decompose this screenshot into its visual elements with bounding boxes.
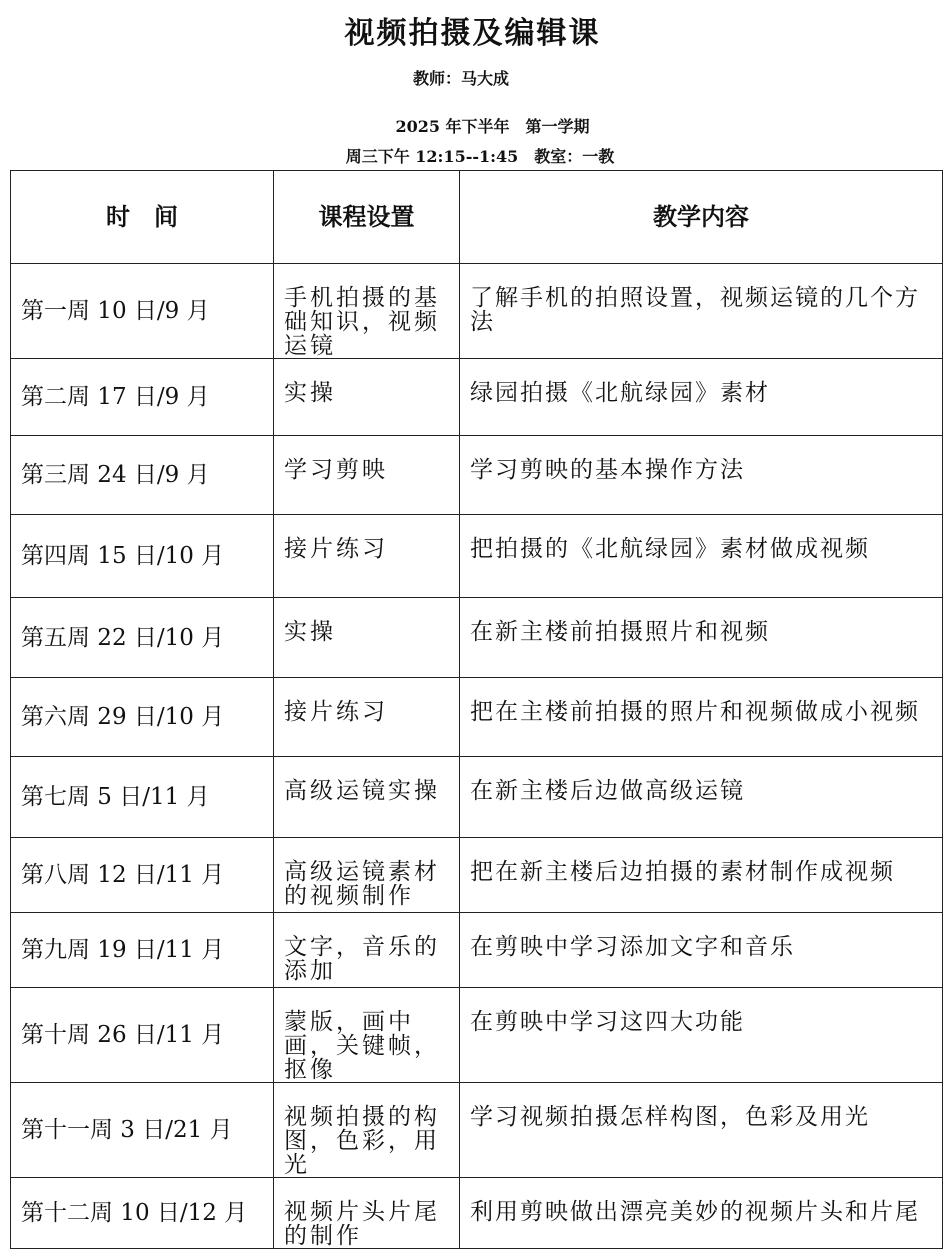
schedule-table bbox=[10, 170, 943, 1249]
week-cell: 第八周 12 日/11 月 bbox=[11, 838, 274, 913]
course-cell: 蒙版，画中画，关键帧，抠像 bbox=[274, 988, 460, 1083]
content-cell: 把在主楼前拍摄的照片和视频做成小视频 bbox=[460, 678, 943, 757]
table-row bbox=[11, 678, 943, 757]
content-cell: 在新主楼后边做高级运镜 bbox=[460, 757, 943, 838]
table-row bbox=[11, 436, 943, 515]
course-cell: 学习剪映 bbox=[274, 436, 460, 515]
header-content: 教学内容 bbox=[460, 171, 943, 264]
course-cell: 接片练习 bbox=[274, 515, 460, 598]
table-row bbox=[11, 359, 943, 436]
course-cell: 视频片头片尾的制作 bbox=[274, 1178, 460, 1249]
table-row bbox=[11, 515, 943, 598]
teacher-line: 教师：马大成 bbox=[412, 69, 509, 88]
content-cell: 了解手机的拍照设置，视频运镜的几个方法 bbox=[460, 264, 943, 359]
table-row bbox=[11, 1178, 943, 1249]
table-row bbox=[11, 1083, 943, 1178]
header-course: 课程设置 bbox=[274, 171, 460, 264]
table-row bbox=[11, 838, 943, 913]
table-row bbox=[11, 757, 943, 838]
content-cell: 把拍摄的《北航绿园》素材做成视频 bbox=[460, 515, 943, 598]
course-cell: 高级运镜素材的视频制作 bbox=[274, 838, 460, 913]
content-cell: 利用剪映做出漂亮美妙的视频片头和片尾 bbox=[460, 1178, 943, 1249]
content-cell: 学习剪映的基本操作方法 bbox=[460, 436, 943, 515]
schedule-line: 周三下午 12:15--1:45 教室：一教 bbox=[345, 147, 615, 166]
course-cell: 文字，音乐的添加 bbox=[274, 913, 460, 988]
table-row bbox=[11, 264, 943, 359]
week-cell: 第十周 26 日/11 月 bbox=[11, 988, 274, 1083]
week-cell: 第十一周 3 日/21 月 bbox=[11, 1083, 274, 1178]
table-header-row bbox=[11, 171, 943, 264]
content-cell: 把在新主楼后边拍摄的素材制作成视频 bbox=[460, 838, 943, 913]
week-cell: 第七周 5 日/11 月 bbox=[11, 757, 274, 838]
content-cell: 绿园拍摄《北航绿园》素材 bbox=[460, 359, 943, 436]
week-cell: 第一周 10 日/9 月 bbox=[11, 264, 274, 359]
table-row bbox=[11, 913, 943, 988]
term-line: 2025 年下半年 第一学期 bbox=[395, 117, 590, 136]
course-cell: 高级运镜实操 bbox=[274, 757, 460, 838]
week-cell: 第四周 15 日/10 月 bbox=[11, 515, 274, 598]
course-cell: 视频拍摄的构图，色彩，用光 bbox=[274, 1083, 460, 1178]
table-row bbox=[11, 598, 943, 678]
week-cell: 第三周 24 日/9 月 bbox=[11, 436, 274, 515]
content-cell: 在剪映中学习这四大功能 bbox=[460, 988, 943, 1083]
course-cell: 接片练习 bbox=[274, 678, 460, 757]
course-cell: 实操 bbox=[274, 359, 460, 436]
document-title: 视频拍摄及编辑课 bbox=[344, 16, 601, 51]
header-time: 时 间 bbox=[11, 171, 274, 264]
table-row bbox=[11, 988, 943, 1083]
week-cell: 第九周 19 日/11 月 bbox=[11, 913, 274, 988]
week-cell: 第二周 17 日/9 月 bbox=[11, 359, 274, 436]
content-cell: 学习视频拍摄怎样构图，色彩及用光 bbox=[460, 1083, 943, 1178]
content-cell: 在新主楼前拍摄照片和视频 bbox=[460, 598, 943, 678]
week-cell: 第六周 29 日/10 月 bbox=[11, 678, 274, 757]
content-cell: 在剪映中学习添加文字和音乐 bbox=[460, 913, 943, 988]
week-cell: 第十二周 10 日/12 月 bbox=[11, 1178, 274, 1249]
course-cell: 手机拍摄的基础知识，视频运镜 bbox=[274, 264, 460, 359]
week-cell: 第五周 22 日/10 月 bbox=[11, 598, 274, 678]
course-cell: 实操 bbox=[274, 598, 460, 678]
